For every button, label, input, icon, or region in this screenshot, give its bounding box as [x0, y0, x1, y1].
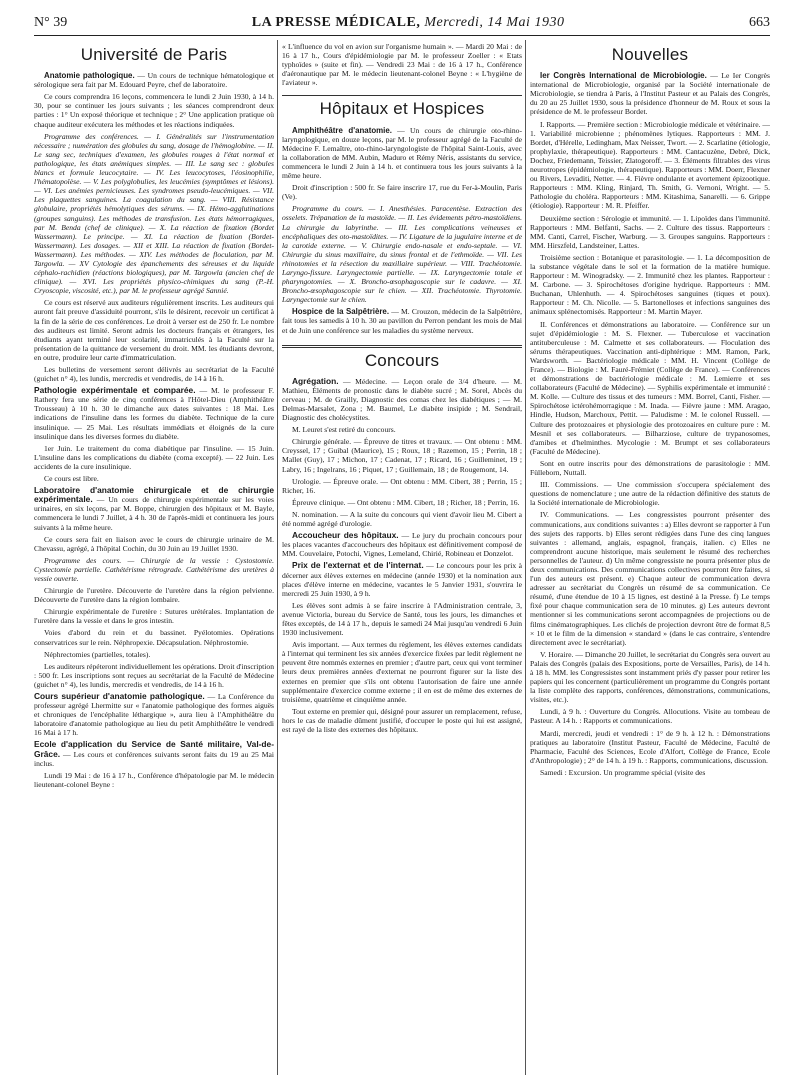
paragraph: Néphrectomies (partielles, totales). [44, 649, 151, 659]
paragraph: Ce cours comprendra 16 leçons, commencera le lundi 2 Juin 1930, à 14 h. 30, pour se continuer les jours suivants ; les séances comprendront deux parties : 1° Un exposé théorique et technique ; 2° Une application pratique où chaque auditeur exécutera les méthodes et les réactions indiquées. [34, 92, 274, 129]
article-agregation: Agrégation. — Médecine. — Leçon orale de 3/4 d'heure. — M. Mathieu, Éléments de pronostic dans le diabète sucré ; M. Sorel, Abcès du cerveau ; M. de Grailly, Diagnostic des comas chez les diabétiques ; — M. Delmas-Marsalet, Zona ; M. Baumel, Le diabète insipide ; M. Sendrail, Diagnostic des cholécystites. [282, 375, 522, 423]
paragraph: II. Conférences et démonstrations au laboratoire. — Conférence sur un sujet d'épidémiologie : M. S. Flexner. — Tuberculose et vaccination antituberculeuse : M. Calmette et ses collaborateurs. — Floculation des sérums thérapeutiques. Vaccination anti-diphtérique : MM. Ramon, Park, Wardsworth. — Bactériologie médicale : MM. H. Vincent (Collège de France). — Biologie : M. Fauré-Frémiet (Collège de France). — Conférences et démonstrations de bactériologie médicale : M. Lemierre et ses collaborateurs (Faculté de Médecine). — Syphilis expérimentale et immunité : M. Kolle. — Culture des tissus et des tumeurs : MM. Borrel, Canti, Fisher. — Spirochétose ictérohémorragique : M. Inada. — Fièvre jaune : MM. Aragao, Hindle, Hudson, Marchoux, Pettit. — Paludisme : M. le colonel Russell. — Culture des protozoaires et physiologie des protozoaires en culture pure : M. Mesnil et ses collaborateurs. — Bilharziose, culture de trypanosomes, d'amibes et d'helminthes. Mycologie : M. Brumpt et ses collaborateurs (Faculté de Médecine). [530, 319, 770, 456]
paragraph: Lundi, à 9 h. : Ouverture du Congrès. Allocutions. Visite au tombeau de Pasteur. A 14 h. : Rapports et communications. [530, 707, 770, 726]
paragraph: Voies d'abord du rein et du bassinet. Pyélotomies. Opérations conservatrices sur le rein. Néphropexie. Décapsulation. Néphrostomie. [34, 628, 274, 647]
paragraph: Sont en outre inscrits pour des démonstrations de parasitologie : MM. Fülleborn, Nuttall. [530, 458, 770, 478]
column-divider [525, 40, 526, 1075]
paragraph: Chirurgie générale. — Épreuve de titres et travaux. — Ont obtenu : MM. Creyssel, 17 ; Guibal (Maurice), 15 ; Roux, 18 ; Razemon, 15 ; Perrin, 18 ; Mallet (Guy), 17 ; Michon, 17 ; Cadenat, 17 ; Ricard, 16 ; Guilleminet, 19 ; Labry, 16 ; Ingelrans, 16 ; Piquet, 17 ; Guillemain, 18 ; de Rougemont, 14. [282, 437, 522, 474]
paragraph: Ce cours est réservé aux auditeurs régulièrement inscrits. Les auditeurs qui auront fait preuve d'assiduité pourront, s'ils le désirent, recevoir un certificat à la fin de la série de ces conférences. Le droit à verser est de 250 fr. Le nombre des auditeurs est limité. Seront admis les docteurs français et étrangers, les étudiants ayant terminé leur scolarité, immatriculés à la Faculté sur la présentation de la quittance de versement du droit. MM. les étudiants devront, en outre, produire leur carte d'immatriculation. [34, 298, 274, 362]
section-rule [282, 345, 522, 348]
paragraph: Deuxième section : Sérologie et immunité. — 1. Lipoïdes dans l'immunité. Rapporteurs : MM. Belfanti, Sachs. — 2. Culture des tissus. Rapporteurs : MM. Canti, Carrel, Fischer, Warburg. — 3. Groupes sanguins. Rapporteurs : MM. Hirszfeld, Landsteiner, Lattes. [530, 213, 770, 250]
masthead [252, 15, 565, 31]
article-salpetriere: Hospice de la Salpêtrière. — M. Crouzon, médecin de la Salpêtrière, fait tous les samedis à 10 h. 30 au pavillon du Perron pendant les mois de Mai et de Juin une conférence sur les maladies du système nerveux. [282, 307, 522, 335]
issue-number: N° 39 [34, 15, 68, 30]
paragraph: Programme du cours. — I. Anesthésies. Paracentèse. Extraction des osselets. Trépanation de la mastoïde. — II. Les évidements pétro-mastoïdiens. La chirurgie du labyrinthe. — III. Les complications veineuses et encéphaliques des oto-mastoïdites. — IV. Ligature de la jugulaire interne et de la carotide externe. — V. Chirurgie endo-nasale et endo-septale. — VI. Chirurgie du sinus maxillaire, du sinus frontal et de l'ethmoïde. — VII. Les rhinotomies et la résection du maxillaire supérieur. — VIII. Trachéotomie. Laryngo-fissure. Laryngectomie partielle. — IX. Laryngectomie totale et pharyngotomies. — X. Broncho-œsophagoscopie sur le cadavre. — XI. Broncho-œsophagoscopie sur le chien. — XII. Trachéotomie. Thyrotomie. Laryngectomie sur le chien. [282, 204, 522, 305]
paragraph: I. Rapports. — Première section : Microbiologie médicale et vétérinaire. — 1. Variabilité microbienne ; phénomènes lytiques. Rapporteurs : MM. J. Bordet, d'Hérelle, Ledingham, Max Neisser, Twort. — 2. Scarlatine (étiologie, prophylaxie, thérapeutique). Rapporteurs : MM. Cantacuzène, Debré, Dick, Dochez, Friedemann, Teissier, Zlatogoroff. — 3. Éléments filtrables des virus neurotropes (épidémiologie, thérapeutique). Rapporteurs : MM. Doerr, Flexner ou Rivers, Levaditi, Netter. — 4. Fièvre ondulante et avortement épizootique. Rapporteurs : MM. Kling, Rinjard, Th. Smith, G. Vernoni, Wright. — 5. Pathologie du choléra. Rapporteurs : MM. Kitashima, Sanarelli. — 6. Grippe (étiologie). Rapporteur : M. R. Pfeiffer. [530, 119, 770, 211]
article-anatomie-pathologique: Anatomie pathologique. — Un cours de technique hématologique et sérologique sera fait par M. Edouard Peyre, chef de laboratoire. [34, 71, 274, 90]
section-title-hospitals: Hôpitaux et Hospices [319, 99, 485, 119]
paragraph: IV. Communications. — Les congressistes pourront présenter des communications, aux conditions suivantes : a) Elles devront se rapporter à l'un des sujets des rapports. b) Elles seront rédigées dans l'une des cinq langues suivantes : allemand, anglais, espagnol, français, italien. c) Elles ne comprendront aucune historique, mais seulement le résumé des recherches personnelles de l'auteur. d) Un même congressiste ne pourra présenter plus de deux communications. Des communications collectives pourront être faites, si l'un des auteurs est présent. e) Chaque auteur de communication devra adresser au secrétariat du Congrès un résumé de sa communication. Ce résumé, d'une étendue de 10 à 15 lignes, est destiné à la Presse. f) Le temps fixé pour chaque communication sera de 10 minutes. g) Les auteurs devront mentionner si les communications seront accompagnées de projections ou de films cinématographiques. Les clichés de projection devront être de format 8,5 × 10 et le film de la dimension « standard » (dans le cas contraire, s'entendre directement avec le secrétariat). [530, 510, 770, 647]
paragraph: Samedi : Excursion. Un programme spécial (visite des [540, 767, 706, 777]
paragraph: Tout externe en premier qui, désigné pour assurer un remplacement, refuse, hors le cas de maladie dûment justifié, d'occuper le poste qui lui est assigné, est rayé de la liste des externes des hôpitaux. [282, 706, 522, 734]
paragraph: Ce cours est libre. [44, 474, 99, 484]
article-prix-externat: Prix de l'externat et de l'internat. — Le concours pour les prix à décerner aux élèves externes en médecine (année 1930) et la nomination aux places d'élève interne en médecine, vacantes le 5 Janvier 1931, s'ouvrira le mercredi 25 Juin 1930, à 9 h. [282, 560, 522, 598]
article-ecole-val-de-grace: Ecole d'application du Service de Santé militaire, Val-de-Grâce. — Les cours et conférences suivants seront faits du 19 au 25 Mai inclus. [34, 739, 274, 768]
paragraph: Lundi 19 Mai : de 16 à 17 h., Conférence d'hépatologie par M. le médecin lieutenant-colonel Beyne : [34, 770, 274, 789]
paragraph: Programme des conférences. — I. Généralités sur l'instrumentation nécessaire ; numération des globules du sang, dosage de l'hémoglobine. — II. Le sang sec, techniques d'examen, les globules rouges à l'état normal et pathologique, les états anémiques simples. — III. Le sang sec : globules blancs et formule leucocytaire. — IV. Les leucocytoses, l'éosinophilie, l'hématopoïèse. — V. Les polyglobulies, les leucémies (symptômes et lésions). — VI. Les anémies pernicieuses. Les syndromes pseudo-leucémiques. — VII. Les plaquettes sanguines. La coagulation du sang. — VIII. Résistance globulaire, propriétés hémolytiques des sérums. — IX. Hémo-agglutinations (groupes sanguins). Les méthodes de transfusion. Les états hémorragiques, par M. Benda (chef de clinique). — X. La réaction de fixation (Bordet Wassermann). Le principe. — XI. La réaction de fixation (Bordet-Wassermann). Les dosages. — XII et XIII. La réaction de fixation (Bordet-Wassermann). Les méthodes. — XIV. Les méthodes de floculation, par M. Targowla. — XV Cytologie des épanchements des séreuses et du liquide céphalo-rachidien (réactions biologiques), par M. Targowla (ancien chef de clinique). — XVI. Les propriétés physico-chimiques du sang (P.-H. Cryoscopie, viscosité, etc.), par M. le professeur agrégé Sannié. [34, 131, 274, 296]
paragraph: III. Commissions. — Une commission s'occupera spécialement des questions de nomenclature ; une autre de la rédaction définitive des statuts de la Société internationale de Microbiologie. [530, 480, 770, 508]
article-cours-superieur: Cours supérieur d'anatomie pathologique. — La Conférence du professeur agrégé Lhermitte sur « l'anatomie pathologique des formes aiguës et chroniques de l'encéphalite léthargique », aura lieu à l'Amphithéâtre du laboratoire d'anatomie pathologique au lieu du petit Amphithéâtre le vendredi 16 Mai à 17 h. [34, 691, 274, 738]
column-university [34, 42, 274, 1072]
article-accoucheur: Accoucheur des hôpitaux. — Le jury du prochain concours pour les places vacantes d'accoucheurs des hôpitaux est définitivement composé de MM. Couvelaire, Potochi, Vignes, Lemeland, Chirié, Robineau et Donzelot. [282, 530, 522, 559]
paragraph: Avis important. — Aux termes du règlement, les élèves externes candidats à l'internat qui terminent les six années d'exercice fixées par ledit règlement ne peuvent être nommés externes en premier ; d'autre part, ceux qui vont terminer leurs deux premières années d'externat ne pourront figurer sur la liste des externes en premier que s'ils ont obtenu l'autorisation de faire une année supplémentaire d'exercice comme externe ; il en est de même des externes de troisième, quatrième et cinquième année. [282, 640, 522, 704]
paragraph: N. nomination. — A la suite du concours qui vient d'avoir lieu M. Cibert a été nommé agrégé d'urologie. [282, 509, 522, 529]
paragraph: Les bulletins de versement seront délivrés au secrétariat de la Faculté (guichet n° 4), les lundis, mercredis et vendredis, de 14 à 16 h. [34, 365, 274, 384]
paragraph: Urologie. — Épreuve orale. — Ont obtenu : MM. Cibert, 38 ; Perrin, 15 ; Richer, 16. [282, 476, 522, 495]
article-laboratoire-chirurgie: Laboratoire d'anatomie chirurgicale et de chirurgie expérimentale. — Un cours de chirurgie expérimentale sur les voies urinaires, en six leçons, par M. Boppe, chirurgien des hôpitaux et M. Bayle, commencera le lundi 7 Juillet, à 4 h. 30 de l'après-midi et continuera les jours suivants à la même heure. [34, 485, 274, 532]
section-title-concours: Concours [364, 350, 440, 370]
section-title-university: Université de Paris [80, 45, 228, 64]
paragraph: Épreuve clinique. — Ont obtenu : MM. Cibert, 18 ; Richer, 18 ; Perrin, 16. [292, 497, 520, 507]
paragraph: Chirurgie de l'uretère. Découverte de l'uretère dans la région pelvienne. Découverte de l'uretère dans la région lombaire. [34, 586, 274, 605]
paragraph: Troisième section : Botanique et parasitologie. — 1. La décomposition de la substance végétale dans le sol et la formation de la matière humique. Rapporteur : M. Winogradsky. — 2. Immunité chez les plantes. Rapporteur : M. Carbone. — 3. Spirochétoses d'origine hydrique. Rapporteurs : MM. Buchanan, Uhlenhuth. — 4. Spirochétoses sanguines (tiques et poux). Rapporteur : M. Ch. Nicolle. — 5. Bartonelloses et infections sanguines des animaux splénectomisés. Rapporteur : M. Martin Mayer. [530, 252, 770, 317]
issue-date: Mercredi, 14 Mai 1930 [424, 15, 565, 30]
header-rule [34, 35, 770, 36]
paragraph: Les auditeurs répéteront individuellement les opérations. Droit d'inscription : 500 fr. Les inscriptions sont reçues au secrétariat de la Faculté de Médecine (guichet n° 4), les lundis, mercredis et vendredis, de 14 à 16 h. [34, 661, 274, 689]
paragraph: Ce cours sera fait en liaison avec le cours de chirurgie urinaire de M. Chevassu, agrégé, à l'hôpital Cochin, du 30 Juin au 19 Juillet 1930. [34, 534, 274, 553]
paragraph-continued: « L'influence du vol en avion sur l'organisme humain ». — Mardi 20 Mai : de 16 à 17 h., Cours d'épidémiologie par M. le professeur Zoeller : « Etats typhoïdes » (suite et fin). — Vendredi 23 Mai : de 16 à 17 h., Conférence d'aéronautique par M. le médecin lieutenant-colonel Beyne : « L'hygiène de l'aviateur ». [282, 42, 522, 88]
article-amphitheatre: Amphithéâtre d'anatomie. — Un cours de chirurgie oto-rhino-laryngologique, en douze leçons, par M. le professeur agrégé de la Faculté de Médecine F. Lemaître, oto-rhino-laryngologiste de l'hôpital Saint-Louis, avec la collaboration de MM. Aubin, Maduro et Rémy Néris, assistants du service, commencera le lundi 2 Juin à 14 h. et continuera tous les jours suivants à la même heure. [282, 125, 522, 181]
paragraph: Programme des cours. — Chirurgie de la vessie : Cystostomie. Cystectomie partielle. Cathétérisme rétrograde. Cathétérisme des uretères à vessie ouverte. [34, 555, 274, 583]
paragraph: Chirurgie expérimentale de l'uretère : Sutures urétérales. Implantation de l'uretère dans la vessie et dans le gros intestin. [34, 607, 274, 626]
paragraph: Droit d'inscription : 500 fr. Se faire inscrire 17, rue du Fer-à-Moulin, Paris (Ve). [282, 183, 522, 202]
paragraph: Les élèves sont admis à se faire inscrire à l'Administration centrale, 3, avenue Victoria, bureau du Service de Santé, tous les jours, les dimanches et fêtes exceptés, de 14 à 17 h., depuis le samedi 24 Mai jusqu'au vendredi 6 Juin 1930 inclusivement. [282, 600, 522, 638]
page-number: 663 [748, 15, 770, 30]
column-news [530, 42, 770, 1072]
paragraph: M. Leuret s'est retiré du concours. [292, 425, 396, 435]
paragraph: Mardi, mercredi, jeudi et vendredi : 1° de 9 h. à 12 h. : Démonstrations pratiques au laboratoire (Institut Pasteur, Faculté de Médecine, Faculté de Pharmacie, Faculté des Sciences, Ecole d'Alfort, Collège de France, Ecole d'Anthropologie) ; 2° de 14 h. à 19 h. : Rapports, communications, discussion. [530, 728, 770, 765]
section-title-news: Nouvelles [611, 45, 689, 64]
paragraph: V. Horaire. — Dimanche 20 Juillet, le secrétariat du Congrès sera ouvert au Palais des Congrès (palais des Expositions, porte de Versailles, Paris), de 14 h. à 18 h. MM. les Congressistes sont instamment priés d'y passer pour retirer les papiers qui les concernent (particulièrement un programme du Congrès portant la liste complète des rapports, conférences, démonstrations, communications, visites, etc.). [530, 649, 770, 705]
article-pathologie-experimentale: Pathologie expérimentale et comparée. — M. le professeur F. Rathery fera une série de cinq conférences à l'Hôtel-Dieu (Amphithéâtre Trousseau) à 10 h. 30 le dimanche aux dates suivantes : 18 Mai. Les indications de l'insuline dans les formes du diabète. Technique de la cure insulinique. — 25 Mai. Les résultats immédiats et éloignés de la cure insulinique dans les diverses formes du diabète. [34, 385, 274, 441]
journal-name: LA PRESSE MÉDICALE, [251, 15, 421, 30]
paragraph: 1er Juin. Le traitement du coma diabétique par l'insuline. — 15 Juin. L'insuline dans les complications du diabète (coma excepté). — 22 Juin. Les accidents de la cure insulinique. [34, 443, 274, 471]
column-divider [277, 40, 278, 1075]
article-congres-microbiologie: Ier Congrès International de Microbiologie. — Le Ier Congrès international de Microbiologie, organisé par la Société internationale de Microbiologie, se tiendra à Paris, à l'Institut Pasteur et au Palais des Congrès, du 20 au 25 Juillet 1930, sous la présidence d'honneur de M. Roux et sous la présidence de M. le professeur Bordet. [530, 71, 770, 117]
section-rule [282, 95, 522, 96]
page-header [34, 14, 770, 32]
column-hospitals [282, 42, 522, 1072]
